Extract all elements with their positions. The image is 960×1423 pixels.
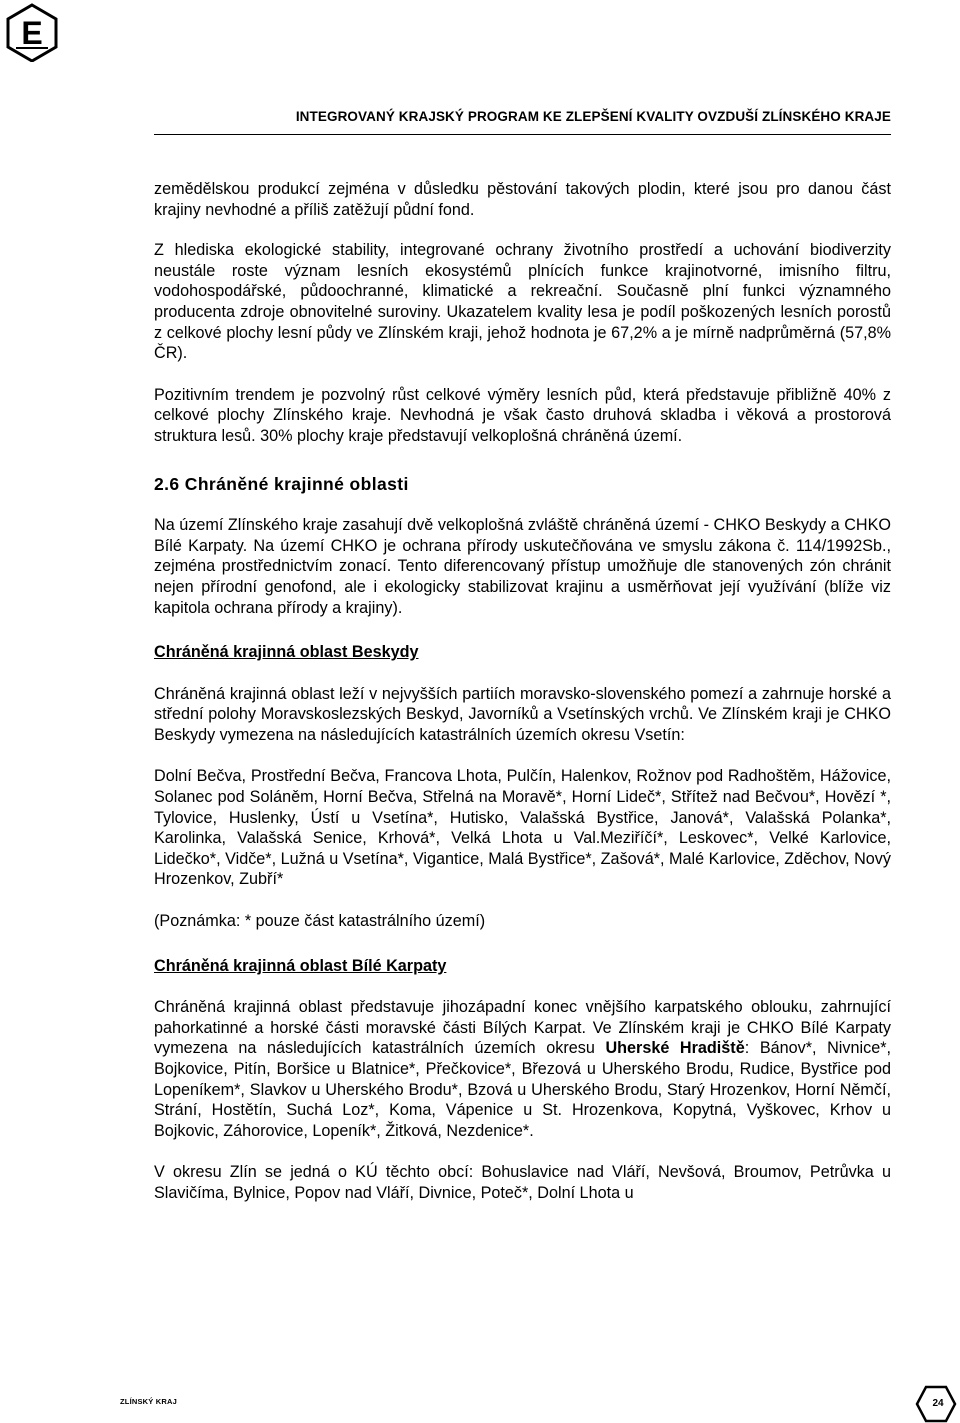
subheading-chko-beskydy: Chráněná krajinná oblast Beskydy xyxy=(154,643,419,662)
header-divider xyxy=(154,134,891,135)
paragraph-note: (Poznámka: * pouze část katastrálního území) xyxy=(154,912,486,931)
page-content xyxy=(154,179,891,1225)
paragraph-farming: zemědělskou produkcí zejména v důsledku pěstování takových plodin, které jsou pro danou část krajiny nevhodné a příliš zatěžují půdní fond. xyxy=(154,180,891,219)
district-uherske-hradiste: Uherské Hradiště xyxy=(605,1039,745,1058)
paragraph-beskydy-municipalities: Dolní Bečva, Prostřední Bečva, Francova Lhota, Pulčín, Halenkov, Rožnov pod Radhoštěm, Hážovice, Solanec pod Soláněm, Horní Bečva, Střelná na Moravě*, Horní Lideč*, Střítež nad Bečvou*, Hovězí *, Tylovice, Huslenky, Ústí u Vsetína*, Hutisko, Valašská Bystřice, Janová*, Valašská Polanka*, Karolinka, Valašská Senice, Krhová*, Velká Lhota u Val.Meziříčí*, Leskovec*, Velké Karlovice, Lidečko*, Vidče*, Lužná u Vsetína*, Vigantice, Malá Bystřice*, Zašová*, Malé Karlovice, Zděchov, Nový Hrozenkov, Zubří* xyxy=(154,767,891,889)
page-number: 24 xyxy=(932,1398,944,1409)
paragraph-bile-karpaty-description xyxy=(154,997,891,1141)
paragraph-forest-trend: Pozitivním trendem je pozvolný růst celkové výměry lesních půd, která představuje přibližně 40% z celkové plochy Zlínského kraje. Nevhodná je však často druhová skladba i věková a prostorová struktura lesů. 30% plochy kraje představují velkoplošná chráněná území. xyxy=(154,385,891,445)
hexagon-e-logo-icon xyxy=(2,2,62,62)
text-segment: : Bánov*, Nivnice*, Bojkovice, Pitín, Boršice u Blatnice*, Přečkovice*, Březová u Uherského Brodu, Rudice, Bystřice pod Lopeníkem*, Slavkov u Uherského Brodu*, Bzová u Uherského Brodu, Starý Hrozenkov, Horní Němčí, Strání, Hostětín, Suchá Loz*, Koma, Vápenice u St. Hrozenkova, Kopytná, Vyškovec, Krhov u Bojkovic, Záhorovice, Lopeník*, Žitková, Nezdenice*. xyxy=(154,1039,891,1140)
section-heading-protected-areas: 2.6 Chráněné krajinné oblasti xyxy=(154,473,409,494)
footer-region-name: ZLÍNSKÝ KRAJ xyxy=(120,1397,177,1406)
text-segment: Chráněná krajinná oblast představuje jihozápadní konec vnějšího karpatského oblouku, zahrnující pahorkatinné a horské části moravské části Bílých Karpat. Ve Zlínském kraji je CHKO Bílé Karpaty vymezena na následujících katastrálních územích okresu xyxy=(154,998,891,1058)
paragraph-beskydy-description: Chráněná krajinná oblast leží v nejvyšších partiích moravsko-slovenského pomezí a zahrnuje horské a střední polohy Moravskoslezských Beskyd, Javorníků a Vsetínských vrchů. Ve Zlínském kraji je CHKO Beskydy vymezena na následujících katastrálních územích okresu Vsetín: xyxy=(154,684,891,744)
svg-text:E: E xyxy=(21,15,43,51)
paragraph-zlin-district: V okresu Zlín se jedná o KÚ těchto obcí: Bohuslavice nad Vláří, Nevšová, Broumov, Petrůvka u Slavičíma, Bylnice, Popov nad Vláří, Divnice, Poteč*, Dolní Lhota u xyxy=(154,1163,891,1202)
paragraph-protected-areas-intro: Na území Zlínského kraje zasahují dvě velkoplošná zvláště chráněná území - CHKO Beskydy a CHKO Bílé Karpaty. Na území CHKO je ochrana přírody uskutečňována ve smyslu zákona č. 114/1992Sb., zejména prostřednictvím zonací. Tento diferencovaný přístup umožňuje dle stanovených zón chránit nejen přírodní genofond, ale i ekologicky stabilizovat krajinu a usměrňovat její využívání (blíže viz kapitola ochrana přírody a krajiny). xyxy=(154,516,891,617)
subheading-chko-bile-karpaty: Chráněná krajinná oblast Bílé Karpaty xyxy=(154,956,447,975)
paragraph-ecological-stability: Z hlediska ekologické stability, integrované ochrany životního prostředí a uchování biodiverzity neustále roste význam lesních ekosystémů plnících funkce krajinotvorné, imisního filtru, vodohospodářské, půdoochranné, klimatické a rekreační. Současně plní funkci významného producenta zdroje obnovitelné suroviny. Ukazatelem kvality lesa je podíl poškozených lesních porostů z celkové plochy lesní půdy ve Zlínském kraji, jehož hodnota je 67,2% a je mírně nadprůměrná (57,8% ČR). xyxy=(154,241,891,363)
document-header-title: INTEGROVANÝ KRAJSKÝ PROGRAM KE ZLEPŠENÍ KVALITY OVZDUŠÍ ZLÍNSKÉHO KRAJE xyxy=(295,109,891,124)
